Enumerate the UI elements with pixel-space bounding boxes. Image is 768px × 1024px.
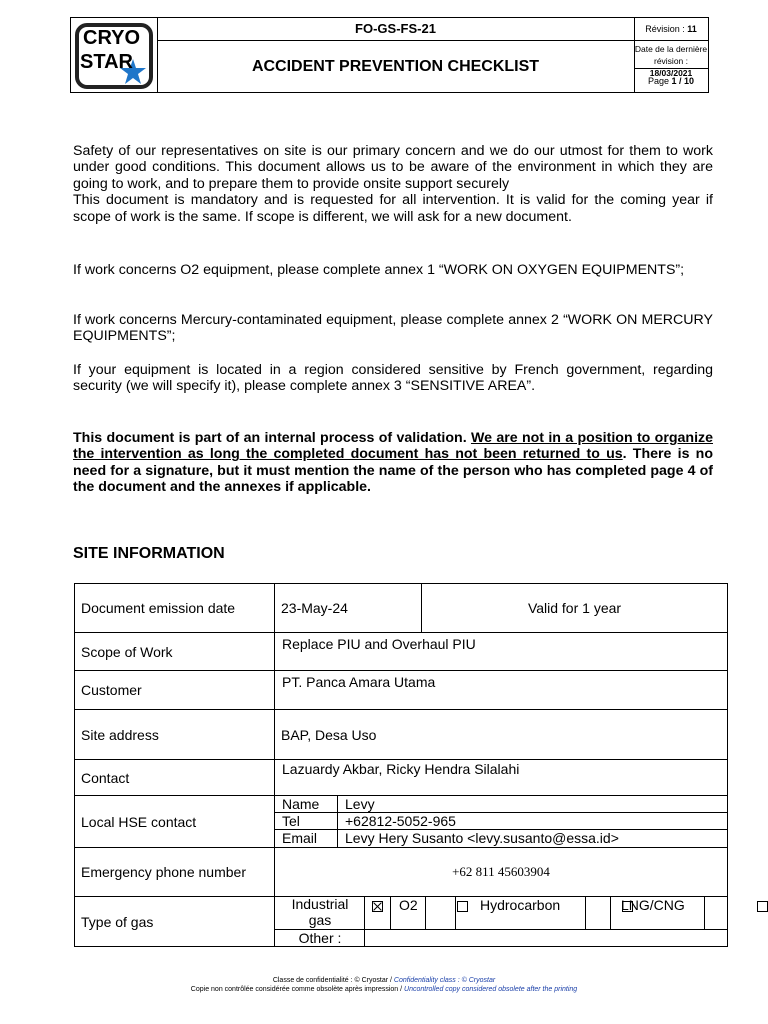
- footer-line1-en: Confidentiality class : © Cryostar: [393, 977, 496, 984]
- page-number: [634, 70, 708, 92]
- hse-name-label: Name: [282, 796, 320, 812]
- gas-divider: [585, 897, 586, 929]
- gas-divider: [704, 897, 705, 929]
- validation-paragraph: [73, 430, 713, 496]
- cryostar-logo: [71, 18, 158, 92]
- hse-email-value: Levy Hery Susanto <levy.susanto@essa.id>: [345, 830, 619, 846]
- gas-label: Type of gas: [74, 896, 275, 947]
- gas-industrial-line1: Industrial: [291, 896, 349, 912]
- validity-text: Valid for 1 year: [421, 583, 728, 633]
- gas-divider: [455, 897, 456, 929]
- revision-label: Révision :: [645, 24, 688, 34]
- intro-text-1: Safety of our representatives on site is our primary concern and we do our utmost for them to work under good conditions. This document allows us to be aware of the environment in which they are going to work, and to prepare them to provide onsite support securely: [73, 143, 713, 192]
- hse-name-value: Levy: [345, 796, 375, 812]
- emergency-label: Emergency phone number: [74, 847, 275, 897]
- logo-text-bottom: STAR: [80, 51, 133, 73]
- contact-value: Lazuardy Akbar, Ricky Hendra Silalahi: [274, 759, 728, 796]
- address-value: BAP, Desa Uso: [274, 709, 728, 760]
- hse-email-label: Email: [282, 830, 318, 846]
- revision-value: 11: [687, 24, 697, 34]
- site-information-heading: SITE INFORMATION: [73, 545, 225, 562]
- hse-subtable: [274, 795, 728, 848]
- gas-hydrocarbon-label: Hydrocarbon: [480, 897, 561, 913]
- document-header: [70, 17, 709, 93]
- logo-text-top: CRYO: [83, 27, 141, 49]
- hse-label: Local HSE contact: [74, 795, 275, 848]
- hse-tel-value: +62812-5052-965: [345, 813, 456, 829]
- annex1-paragraph: If work concerns O2 equipment, please complete annex 1 “WORK ON OXYGEN EQUIPMENTS”;: [73, 262, 685, 278]
- gas-o2-checkbox[interactable]: [457, 901, 468, 912]
- intro-text-2: This document is mandatory and is requested for all intervention. It is valid for the coming year if scope of work is the same. If scope is different, we will ask for a new document.: [73, 192, 713, 225]
- last-revision-date: 18/03/2021: [649, 68, 693, 78]
- gas-divider: [425, 897, 426, 929]
- hse-row-line: [275, 829, 727, 830]
- gas-divider: [390, 897, 391, 929]
- gas-lng-label: LNG/CNG: [621, 897, 685, 913]
- doc-emission-value: 23-May-24: [274, 583, 422, 633]
- page-sep: /: [676, 76, 685, 86]
- contact-label: Contact: [74, 759, 275, 796]
- revision: [634, 18, 708, 41]
- customer-value: PT. Panca Amara Utama: [274, 670, 728, 710]
- site-information-table: [74, 583, 728, 947]
- hse-divider: [337, 796, 338, 847]
- gas-options: [274, 896, 728, 947]
- footer-line1-fr: Classe de confidentialité : © Cryostar /: [272, 977, 394, 984]
- annex2-paragraph: If work concerns Mercury-contaminated equipment, please complete annex 2 “WORK ON MERCURY EQUIPMENTS”;: [73, 312, 713, 345]
- page-total: 10: [684, 76, 695, 86]
- customer-label: Customer: [74, 670, 275, 710]
- footer-line2-en: Uncontrolled copy considered obsolete after the printing: [404, 986, 578, 993]
- scope-value: Replace PIU and Overhaul PIU: [274, 632, 728, 671]
- gas-industrial-checkbox[interactable]: [372, 901, 383, 912]
- footer-copy-notice: [0, 985, 768, 994]
- validation-text-underlined: We are not in a position to organize the intervention as long the completed document has not been returned to us: [73, 430, 713, 463]
- scope-label: Scope of Work: [74, 632, 275, 671]
- gas-row-line: [275, 929, 727, 930]
- address-label: Site address: [74, 709, 275, 760]
- last-revision: [634, 41, 708, 78]
- page-label: Page: [647, 76, 672, 86]
- gas-lng-checkbox[interactable]: [757, 901, 768, 912]
- document-code: FO-GS-FS-21: [157, 18, 634, 41]
- annex3-paragraph: If your equipment is located in a region considered sensitive by French government, regarding security (we will specify it), please complete annex 3 “SENSITIVE AREA”.: [73, 362, 713, 395]
- footer-confidentiality: [0, 976, 768, 985]
- document-title: ACCIDENT PREVENTION CHECKLIST: [251, 58, 540, 75]
- gas-industrial: [275, 896, 365, 928]
- emergency-value: +62 811 45603904: [274, 847, 728, 897]
- gas-divider: [364, 897, 365, 946]
- intro-paragraph: [73, 143, 713, 225]
- gas-divider: [610, 897, 611, 929]
- hse-row-line: [275, 812, 727, 813]
- gas-o2-label: O2: [399, 897, 418, 913]
- page-num: 1: [671, 76, 677, 86]
- validation-text-a: This document is part of an internal process of validation.: [73, 430, 471, 446]
- gas-other-label: Other :: [298, 930, 342, 946]
- hse-tel-label: Tel: [282, 813, 300, 829]
- doc-emission-label: Document emission date: [74, 583, 275, 633]
- last-revision-label: Date de la dernière révision :: [634, 44, 708, 66]
- footer-line2-fr: Copie non contrôlée considérée comme obsolète après impression /: [190, 986, 405, 993]
- validation-text-b: . There is no need for a signature, but it must mention the name of the person who has completed page 4 of the document and the annexes if applicable.: [73, 446, 713, 496]
- gas-industrial-line2: gas: [308, 912, 332, 928]
